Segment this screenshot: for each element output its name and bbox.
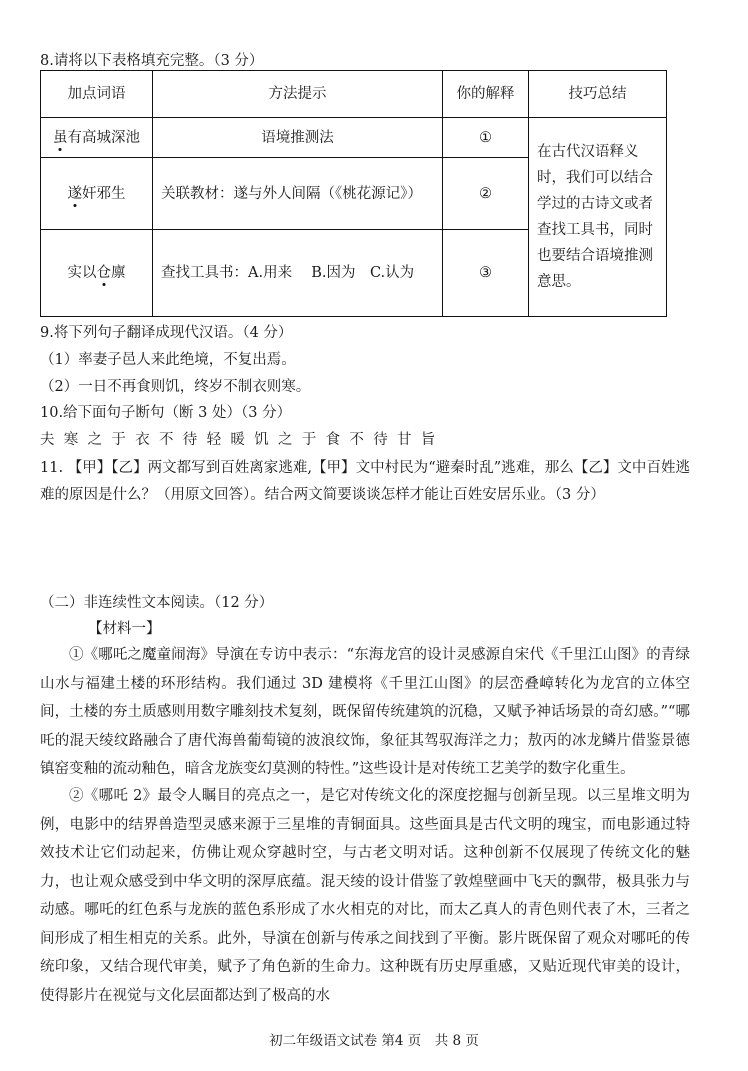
method-cell: 关联教材：遂与外人间隔（《桃花源记》） (153, 158, 443, 230)
q8-title: 8.请将以下表格填充完整。（3 分） (40, 53, 264, 69)
tip-cell: 在古代汉语释义时，我们可以结合学过的古诗文或者查找工具书，同时也要结合语境推测意思。 (529, 118, 667, 317)
vocab-table (40, 70, 667, 317)
q9-title: 9.将下列句子翻译成现代汉语。（4 分） (40, 325, 293, 341)
answer-cell: ③ (443, 230, 529, 317)
method-cell: 查找工具书：A.用来 B.因为 C.认为 (153, 230, 443, 317)
material-label: 【材料一】 (88, 621, 161, 637)
method-cell: 语境推测法 (153, 118, 443, 158)
answer-cell: ② (443, 158, 529, 230)
paragraph-1: ①《哪吒之魔童闹海》导演在专访中表示：“东海龙宫的设计灵感源自宋代《千里江山图》的青绿山水与福建土楼的环形结构。我们通过 3D 建模将《千里江山图》的层峦叠嶂转化为龙宫的立体空间，土楼的夯土质感则用数字雕刻技术复刻，既保留传统建筑的沉稳，又赋予神话场景的奇幻感。”“哪吒的混天绫纹路融合了唐代海兽葡萄镜的波浪纹饰，象征其驾驭海洋之力；敖丙的冰龙鳞片借鉴景德镇窑变釉的流动釉色，暗含龙族变幻莫测的特性。”这些设计是对传统工艺美学的数字化重生。 (40, 647, 690, 777)
word-cell: 遂奸邪生 (41, 158, 153, 230)
section2-title: （二）非连续性文本阅读。（12 分） (40, 595, 274, 611)
q10-text: 夫寒之于衣不待轻暖饥之于食不待甘旨 (40, 432, 445, 448)
q9-sentence-1: （1）率妻子邑人来此绝境，不复出焉。 (40, 352, 296, 368)
header-cell-explain: 你的解释 (443, 71, 529, 118)
word-cell: 虽有高城深池 (41, 118, 153, 158)
paragraph-2: ②《哪吒 2》最令人瞩目的亮点之一，是它对传统文化的深度挖掘与创新呈现。以三星堆文明为例，电影中的结界兽造型灵感来源于三星堆的青铜面具。这些面具是古代文明的瑰宝，而电影通过特效技术让它们动起来，仿佛让观众穿越时空，与古老文明对话。这种创新不仅展现了传统文化的魅力，也让观众感受到中华文明的深厚底蕴。混天绫的设计借鉴了敦煌壁画中飞天的飘带，极具张力与动感。哪吒的红色系与龙族的蓝色系形成了水火相克的对比，而太乙真人的青色则代表了木，三者之间形成了相生相克的关系。此外，导演在创新与传承之间找到了平衡。影片既保留了观众对哪吒的传统印象，又结合现代审美，赋予了角色新的生命力。这种既有历史厚重感，又贴近现代审美的设计，使得影片在视觉与文化层面都达到了极高的水 (40, 788, 690, 1004)
header-cell-summary: 技巧总结 (529, 71, 667, 118)
header-cell-word: 加点词语 (41, 71, 153, 118)
q11-text: 11. 【甲】【乙】两文都写到百姓离家逃难,【甲】文中村民为“避秦时乱”逃难，那么【乙】文中百姓逃难的原因是什么？（用原文回答）。结合两文简要谈谈怎样才能让百姓安居乐业。（3 分） (40, 460, 690, 503)
page-footer: 初二年级语文试卷 第4 页 共 8 页 (269, 1033, 479, 1049)
header-cell-method: 方法提示 (153, 71, 443, 118)
dotted-char: 仓 (96, 265, 111, 281)
q9-sentence-2: （2）一日不再食则饥，终岁不制衣则寒。 (40, 379, 311, 395)
dotted-char: 遂 (67, 185, 82, 202)
dotted-char: 虽 (53, 129, 68, 146)
answer-cell: ① (443, 118, 529, 158)
word-cell: 实以仓廪 (41, 230, 153, 317)
q10-title: 10.给下面句子断句（断 3 处）（3 分） (40, 405, 292, 421)
